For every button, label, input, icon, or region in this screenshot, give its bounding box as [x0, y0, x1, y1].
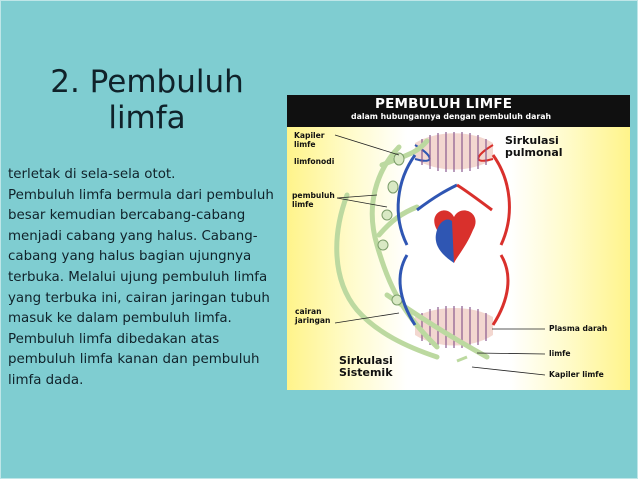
heart	[434, 210, 475, 263]
label-kapiler-limfe-top: Kapiler limfe	[294, 131, 325, 149]
slide-body-text: terletak di sela-sela otot. Pembuluh limfa bermula dari pembuluh besar kemudian bercabang-cabang menjadi cabang yang halus. Cabang-cabang yang halus bagian ujungnya terbuka. Melalui ujung pembuluh limfa yang terbuka ini, cairan jaringan tubuh masuk ke dalam pembuluh limfa. Pembuluh limfa dibedakan atas pembuluh limfa kanan dan pembuluh limfa dada.	[8, 167, 274, 388]
circulation-diagram	[287, 95, 630, 390]
figure-subtitle: dalam hubungannya dengan pembuluh darah	[351, 112, 552, 121]
label-limfonodi: limfonodi	[294, 157, 335, 166]
figure-title: PEMBULUH LIMFE	[375, 96, 513, 112]
slide-title	[14, 64, 280, 136]
lymph-vessel-figure	[287, 95, 630, 390]
pulmonary-capillary-bed	[415, 132, 493, 172]
label-limfe: limfe	[549, 349, 571, 358]
title-line-1: 2. Pembuluh	[50, 64, 244, 100]
label-cairan-jaringan: cairan jaringan	[295, 307, 331, 325]
label-plasma-darah: Plasma darah	[549, 324, 608, 333]
label-pembuluh-limfe: pembuluh limfe	[292, 191, 335, 209]
label-sirkulasi-pulmonal: Sirkulasi pulmonal	[505, 134, 563, 159]
capillary-ends	[457, 357, 467, 361]
title-line-2: limfa	[108, 100, 186, 136]
label-sirkulasi-sistemik: Sirkulasi Sistemik	[339, 354, 393, 379]
label-kapiler-limfe-bottom: Kapiler limfe	[549, 370, 604, 379]
systemic-capillary-bed	[415, 306, 493, 348]
